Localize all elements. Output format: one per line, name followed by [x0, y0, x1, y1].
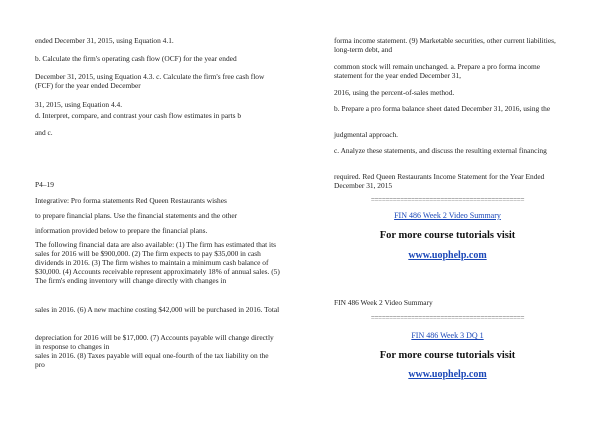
- left-paragraph-12: sales in 2016. (6) A new machine costing $42,000 will be purchased in 2016. Total: [35, 305, 280, 314]
- right-paragraph-6: c. Analyze these statements, and discuss the resulting external financing: [334, 146, 547, 155]
- tutorials-heading: For more course tutorials visit: [379, 230, 516, 241]
- left-paragraph-6: and c.: [35, 128, 53, 137]
- separator-line: ==========================================: [370, 314, 525, 322]
- left-paragraph-14: sales in 2016. (8) Taxes payable will equal one-fourth of the tax liability on the pro: [35, 351, 269, 369]
- left-paragraph-2: b. Calculate the firm's operating cash flow (OCF) for the year ended: [35, 54, 237, 63]
- right-paragraph-8: FIN 486 Week 2 Video Summary: [334, 298, 433, 307]
- left-paragraph-13: depreciation for 2016 will be $17,000. (7) Accounts payable will change directly in response to changes in: [35, 333, 274, 351]
- uophelp-link[interactable]: www.uophelp.com: [408, 250, 487, 261]
- separator-line: ==========================================: [370, 196, 525, 204]
- tutorials-heading: For more course tutorials visit: [379, 350, 516, 361]
- left-paragraph-9: to prepare financial plans. Use the financial statements and the other: [35, 211, 238, 220]
- right-paragraph-1: forma income statement. (9) Marketable securities, other current liabilities, long-term debt, and: [334, 36, 556, 54]
- left-paragraph-3: December 31, 2015, using Equation 4.3. c. Calculate the firm's free cash flow (FCF) for the year ended December: [35, 72, 265, 90]
- left-paragraph-4: 31, 2015, using Equation 4.4.: [35, 100, 123, 109]
- uophelp-link[interactable]: www.uophelp.com: [408, 369, 487, 380]
- left-paragraph-8: Integrative: Pro forma statements Red Queen Restaurants wishes: [35, 196, 227, 205]
- right-paragraph-7: required. Red Queen Restaurants Income Statement for the Year Ended December 31, 2015: [334, 172, 545, 190]
- week2-video-summary-link[interactable]: FIN 486 Week 2 Video Summary: [394, 211, 501, 220]
- problem-number: P4–19: [35, 180, 54, 189]
- right-paragraph-3: 2016, using the percent-of-sales method.: [334, 88, 455, 97]
- week3-dq1-link[interactable]: FIN 486 Week 3 DQ 1: [411, 331, 484, 340]
- left-paragraph-5: d. Interpret, compare, and contrast your cash flow estimates in parts b: [35, 111, 242, 120]
- left-paragraph-1: ended December 31, 2015, using Equation 4.1.: [35, 36, 174, 45]
- right-paragraph-5: judgmental approach.: [334, 130, 399, 139]
- right-paragraph-2: common stock will remain unchanged. a. Prepare a pro forma income statement for the year ended December 31,: [334, 62, 541, 80]
- left-paragraph-10: information provided below to prepare the financial plans.: [35, 226, 208, 235]
- left-paragraph-11: The following financial data are also available: (1) The firm has estimated that its sales for 2016 will be $900,000. (2) The firm expects to pay $35,000 in cash dividends in 2016. (3) The firm wishes to maintain a minimum cash balance of $30,000. (4) Accounts receivable represent approximately 18% of annual sales. (5) The firm's ending inventory will change directly with changes in: [35, 240, 280, 285]
- right-paragraph-4: b. Prepare a pro forma balance sheet dated December 31, 2016, using the: [334, 104, 551, 113]
